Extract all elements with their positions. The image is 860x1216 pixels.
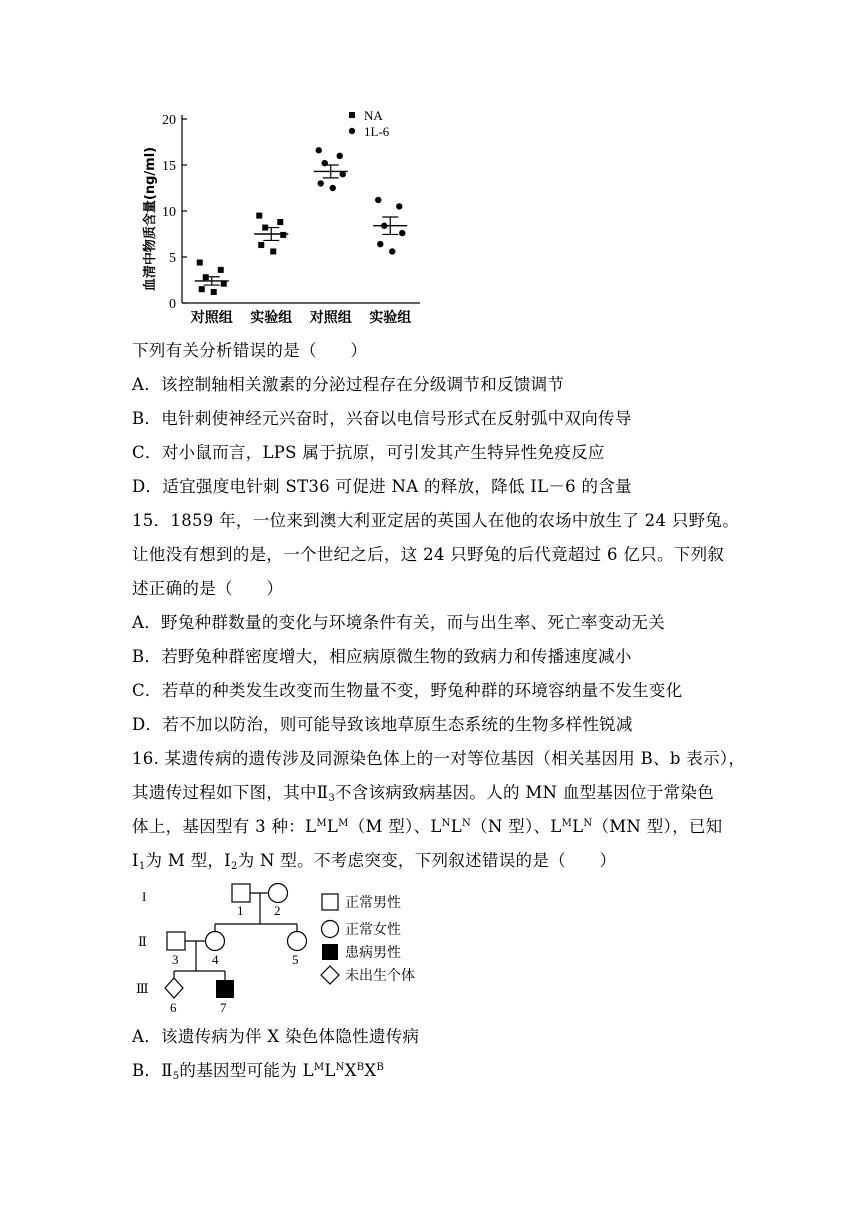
q16-stem-line4: $I_1$为 M 型，$I_2$为 N 型。不考虑突变，下列叙述错误的是（ ） xyxy=(132,851,617,872)
data-point-square xyxy=(197,260,203,266)
data-point-circle xyxy=(389,248,395,254)
data-point-circle xyxy=(318,180,324,186)
y-tick-label: 5 xyxy=(169,251,176,266)
q15-stem-line2: 让他没有想到的是，一个世纪之后，这 24 只野兔的后代竟超过 6 亿只。下列叙 xyxy=(132,545,725,564)
number-2: 2 xyxy=(274,903,281,918)
x-category-label: 实验组 xyxy=(369,310,412,326)
legend-filled-square-icon xyxy=(322,944,338,960)
gen-label-2: Ⅱ xyxy=(138,934,147,949)
q16-stem-line3: 体上，基因型有 3 种：$L^ML^M(M$ 型）、$L^NL^N(N$ 型）、$L^ML^N(MN$ 型），已知 xyxy=(132,817,723,836)
q16-option-b: B．$Ⅱ_5$的基因型可能为 $L^ML^NX^BX^B$ xyxy=(132,1061,385,1082)
number-7: 7 xyxy=(220,1000,227,1015)
data-point-circle xyxy=(375,197,381,203)
pedigree-diagram xyxy=(130,880,440,1020)
individual-6-diamond xyxy=(165,978,183,998)
legend-affected-male: 患病男性 xyxy=(345,945,401,961)
q15-stem-line1: 15．1859 年，一位来到澳大利亚定居的英国人在他的农场中放生了 24 只野兔。 xyxy=(132,511,740,530)
data-point-square xyxy=(203,274,209,280)
data-point-circle xyxy=(381,223,387,229)
y-tick-label: 15 xyxy=(162,159,176,174)
x-category-label: 实验组 xyxy=(250,310,293,326)
q15-stem-line3: 述正确的是（ ） xyxy=(132,579,284,598)
number-1: 1 xyxy=(237,903,244,918)
q14-option-a: A．该控制轴相关激素的分泌过程存在分级调节和反馈调节 xyxy=(132,375,565,394)
data-point-circle xyxy=(330,185,336,191)
data-point-square xyxy=(262,225,268,231)
legend-diamond-icon xyxy=(321,966,339,984)
data-point-circle xyxy=(396,203,402,209)
data-point-square xyxy=(211,289,217,295)
number-4: 4 xyxy=(212,952,219,967)
individual-7-filled-square xyxy=(216,980,234,998)
scatter-chart xyxy=(130,100,430,332)
q16-stem-line2: 其遗传过程如下图，其中$Ⅱ_3$不含该病致病基因。人的 MN 血型基因位于常染色 xyxy=(132,783,715,804)
q16-stem-line1: 16. 某遗传病的遗传涉及同源染色体上的一对等位基因（相关基因用 B、b 表示）， xyxy=(132,749,746,768)
data-point-square xyxy=(256,213,262,219)
data-point-square xyxy=(270,248,276,254)
legend-label-na: NA xyxy=(364,108,383,123)
data-point-square xyxy=(199,286,205,292)
data-point-circle xyxy=(316,147,322,153)
legend-marker-circle xyxy=(349,128,355,134)
data-point-circle xyxy=(377,241,383,247)
data-point-square xyxy=(221,281,227,287)
q15-option-b: B．若野兔种群密度增大，相应病原微生物的致病力和传播速度减小 xyxy=(132,647,632,666)
data-point-circle xyxy=(340,171,346,177)
q15-option-c: C．若草的种类发生改变而生物量不变，野兔种群的环境容纳量不发生变化 xyxy=(132,681,683,700)
y-tick-label: 0 xyxy=(169,297,176,312)
individual-4-circle xyxy=(206,932,225,951)
q15-option-d: D．若不加以防治，则可能导致该地草原生态系统的生物多样性锐减 xyxy=(132,715,633,734)
question-prompt: 下列有关分析错误的是（ ） xyxy=(132,341,368,360)
legend-label-il6: 1L-6 xyxy=(364,124,390,139)
data-point-circle xyxy=(337,153,343,159)
gen-label-3: Ⅲ xyxy=(136,981,149,996)
data-point-circle xyxy=(322,160,328,166)
q14-option-b: B．电针刺使神经元兴奋时，兴奋以电信号形式在反射弧中双向传导 xyxy=(132,409,632,428)
data-point-square xyxy=(258,242,264,248)
q16-option-a: A．该遗传病为伴 X 染色体隐性遗传病 xyxy=(132,1027,420,1046)
x-category-label: 对照组 xyxy=(190,310,233,326)
q14-option-d: D．适宜强度电针刺 ST36 可促进 NA 的释放，降低 IL－6 的含量 xyxy=(132,477,632,496)
number-3: 3 xyxy=(172,952,179,967)
data-point-square xyxy=(277,219,283,225)
legend-normal-male: 正常男性 xyxy=(345,895,401,911)
individual-5-circle xyxy=(288,932,307,951)
y-tick-label: 10 xyxy=(162,205,176,220)
x-category-label: 对照组 xyxy=(309,310,352,326)
legend-unborn: 未出生个体 xyxy=(345,968,415,984)
number-5: 5 xyxy=(292,952,299,967)
individual-2-circle xyxy=(269,884,288,903)
q15-option-a: A．野兔种群数量的变化与环境条件有关，而与出生率、死亡率变动无关 xyxy=(132,613,666,632)
legend-normal-female: 正常女性 xyxy=(345,922,401,938)
data-point-square xyxy=(280,232,286,238)
q14-option-c: C．对小鼠而言，LPS 属于抗原，可引发其产生特异性免疫反应 xyxy=(132,443,605,462)
y-axis-label: 血清中物质含量(ng/ml) xyxy=(143,146,158,292)
legend-circle-icon xyxy=(322,921,339,938)
gen-label-1: I xyxy=(142,889,147,904)
individual-3-square xyxy=(167,932,185,950)
legend-square-icon xyxy=(322,894,338,910)
number-6: 6 xyxy=(170,1000,177,1015)
data-point-square xyxy=(218,267,224,273)
individual-1-square xyxy=(232,884,250,902)
legend-marker-square xyxy=(349,112,355,118)
data-point-circle xyxy=(399,230,405,236)
y-tick-label: 20 xyxy=(162,113,176,128)
